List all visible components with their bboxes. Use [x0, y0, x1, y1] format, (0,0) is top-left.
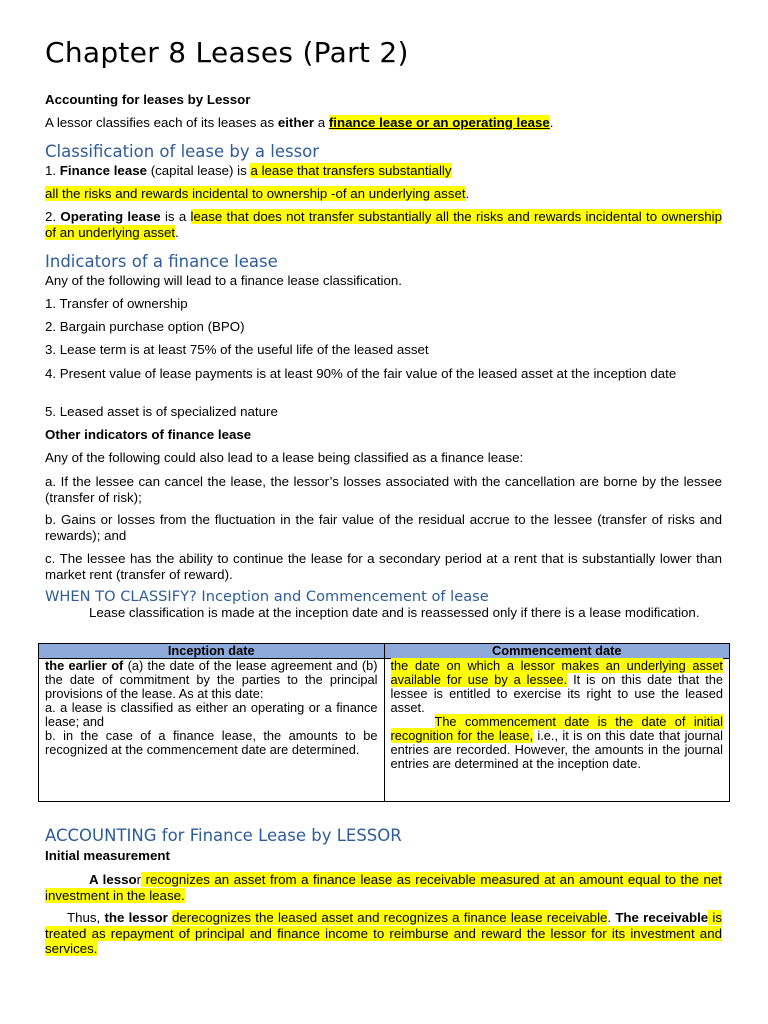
finance-lease-definition [45, 163, 722, 179]
lessor-accounting-heading: Accounting for leases by Lessor [45, 92, 251, 107]
accounting-paragraph-2 [45, 910, 722, 957]
indicators-heading: Indicators of a finance lease [45, 252, 278, 271]
indicator-item: 4. Present value of lease payments is at least 90% of the fair value of the leased asset at the inception date [45, 366, 677, 381]
table-header-commencement: Commencement date [384, 644, 730, 659]
accounting-heading: ACCOUNTING for Finance Lease by LESSOR [45, 826, 402, 845]
initial-measurement-heading: Initial measurement [45, 848, 170, 863]
when-text: Lease classification is made at the inception date and is reassessed only if there is a lease modification. [89, 605, 700, 620]
operating-lease-end: . [175, 224, 179, 240]
other-indicators-intro: Any of the following could also lead to a lease being classified as a finance lease: [45, 450, 524, 465]
intro-end: . [549, 115, 554, 130]
inception-bold: the earlier of [45, 658, 124, 673]
commencement-text-2: i.e., it is on this date that journal entries are recorded. However, the amounts in the journal entries are determined at the inception date. [390, 728, 723, 771]
accounting-paragraph-1 [45, 872, 722, 903]
intro-text-mid: a [314, 115, 329, 130]
commencement-highlight-1: the date on which a lessor makes an underlying asset available for use by a lessee. [390, 658, 723, 687]
inception-item-b: b. in the case of a finance lease, the amounts to be recognized at the commencement date are determined. [45, 728, 378, 757]
finance-lease-definition-cont [45, 186, 722, 202]
finance-lease-highlight-1: a lease that transfers substantially [250, 163, 452, 178]
the-lessor-bold: the lessor [104, 910, 168, 925]
commencement-highlight-2: The commencement date is the date of initial recognition for the lease, [390, 714, 723, 743]
finance-lease-highlight-2: all the risks and rewards incidental to ownership -of an underlying asset [45, 186, 466, 201]
operating-lease-highlight: lease that does not transfer substantially all the risks and rewards incidental to ownership of an underlying asset [45, 209, 722, 240]
finance-lease-end: . [465, 186, 470, 201]
item-number: 1. [45, 163, 60, 178]
intro-paragraph [45, 115, 722, 131]
the-receivable-bold: The receivable [615, 910, 709, 925]
inception-commencement-table [38, 643, 730, 802]
indicator-item: 1. Transfer of ownership [45, 296, 188, 311]
thus-text: Thus, [67, 910, 105, 925]
lessor-r: r [136, 872, 142, 887]
operating-lease-term: Operating lease [60, 209, 161, 224]
other-indicator-item: c. The lessee has the ability to continue the lease for a secondary period at a rent that is substantially lower than market rent (transfer of reward). [45, 551, 722, 582]
intro-text: A lessor classifies each of its leases as [45, 115, 278, 130]
commencement-text-1: It is on this date that the lessee is entitled to exercise its right to use the leased asset. [390, 672, 723, 715]
page-title: Chapter 8 Leases (Part 2) [45, 36, 409, 69]
finance-lease-term: Finance lease [59, 163, 148, 178]
lessor-bold: A lesso [89, 872, 137, 887]
intro-either: either [277, 115, 315, 130]
inception-date-cell [39, 659, 385, 802]
other-indicators-heading: Other indicators of finance lease [45, 427, 252, 442]
indicator-item: 3. Lease term is at least 75% of the useful life of the leased asset [45, 342, 429, 357]
indicators-intro: Any of the following will lead to a finance lease classification. [45, 273, 402, 288]
operating-lease-definition [45, 209, 722, 240]
indicator-item: 2. Bargain purchase option (BPO) [45, 319, 245, 334]
indicator-item: 5. Leased asset is of specialized nature [45, 404, 278, 419]
table-header-row [39, 644, 730, 659]
finance-lease-mid: (capital lease) is [147, 163, 251, 178]
accounting-highlight-3: is treated as repayment of principal and finance income to reimburse and reward the lessor for its investment and services. [45, 910, 722, 956]
accounting-highlight-1: recognizes an asset from a finance lease as receivable measured at an amount equal to the net investment in the lease. [45, 872, 723, 903]
other-indicator-item: b. Gains or losses from the fluctuation in the fair value of the residual accrue to the lessee (transfer of risks and rewards); and [45, 512, 722, 543]
inception-text: (a) the date of the lease agreement and (b) the date of commitment by the parties to the principal provisions of the lease. As at this date: [45, 658, 378, 701]
when-to-classify-text [45, 605, 722, 621]
period: . [607, 910, 616, 925]
other-indicator-item: a. If the lessee can cancel the lease, the lessor’s losses associated with the cancellation are borne by the lessee (transfer of risk); [45, 474, 722, 505]
accounting-highlight-2: derecognizes the leased asset and recognizes a finance lease receivable [171, 910, 608, 925]
table-header-inception: Inception date [39, 644, 385, 659]
commencement-date-cell [384, 659, 730, 802]
classification-heading: Classification of lease by a lessor [45, 142, 320, 161]
when-to-classify-heading: WHEN TO CLASSIFY? Inception and Commencement of lease [45, 588, 489, 605]
intro-highlight: finance lease or an operating lease [328, 115, 550, 130]
item-number: 2. [45, 209, 61, 224]
operating-lease-mid: is a [160, 209, 191, 224]
inception-item-a: a. a lease is classified as either an operating or a finance lease; and [45, 700, 378, 729]
table-row [39, 659, 730, 802]
